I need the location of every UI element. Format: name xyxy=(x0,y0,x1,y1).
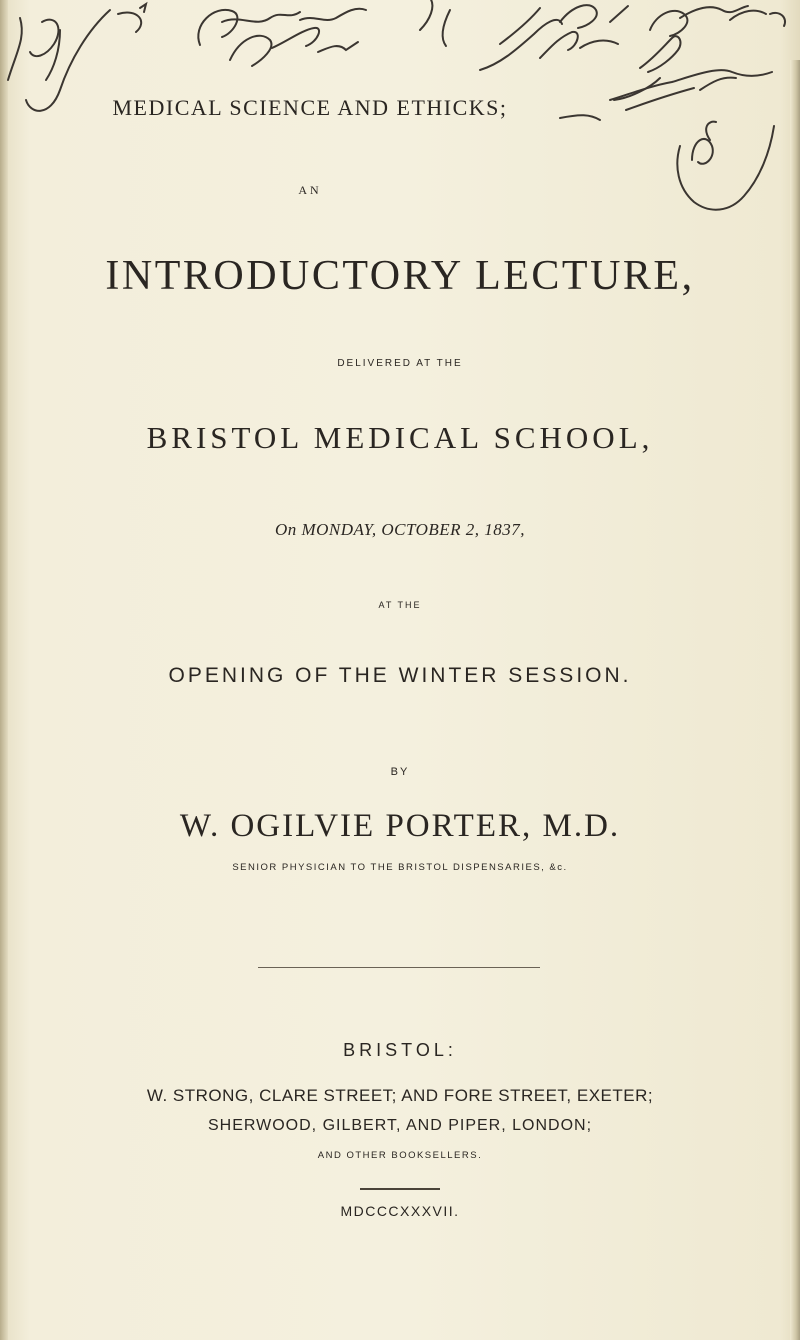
publisher-line-2: SHERWOOD, GILBERT, AND PIPER, LONDON; xyxy=(207,1117,593,1134)
publication-year: MDCCCXXXVII. xyxy=(340,1203,460,1219)
by-line: BY xyxy=(390,766,410,778)
delivered-at-line: DELIVERED AT THE xyxy=(337,358,463,369)
short-divider-rule xyxy=(360,1188,440,1190)
publication-place: BRISTOL: xyxy=(343,1040,457,1060)
publisher-line-1: W. STRONG, CLARE STREET; AND FORE STREET, EXETER; xyxy=(146,1086,654,1105)
page-title: INTRODUCTORY LECTURE, xyxy=(105,253,695,299)
occasion-line: OPENING OF THE WINTER SESSION. xyxy=(168,664,632,687)
divider-rule xyxy=(258,967,540,968)
institution-name: BRISTOL MEDICAL SCHOOL, xyxy=(146,420,654,455)
author-title: SENIOR PHYSICIAN TO THE BRISTOL DISPENSARIES, &c. xyxy=(232,862,568,873)
date-line: On MONDAY, OCTOBER 2, 1837, xyxy=(274,520,526,539)
author-name: W. OGILVIE PORTER, M.D. xyxy=(179,808,621,844)
other-booksellers: AND OTHER BOOKSELLERS. xyxy=(317,1150,483,1161)
article-an: AN xyxy=(298,183,322,197)
at-the-line: AT THE xyxy=(378,600,422,610)
subtitle: MEDICAL SCIENCE AND ETHICKS; xyxy=(112,95,508,120)
